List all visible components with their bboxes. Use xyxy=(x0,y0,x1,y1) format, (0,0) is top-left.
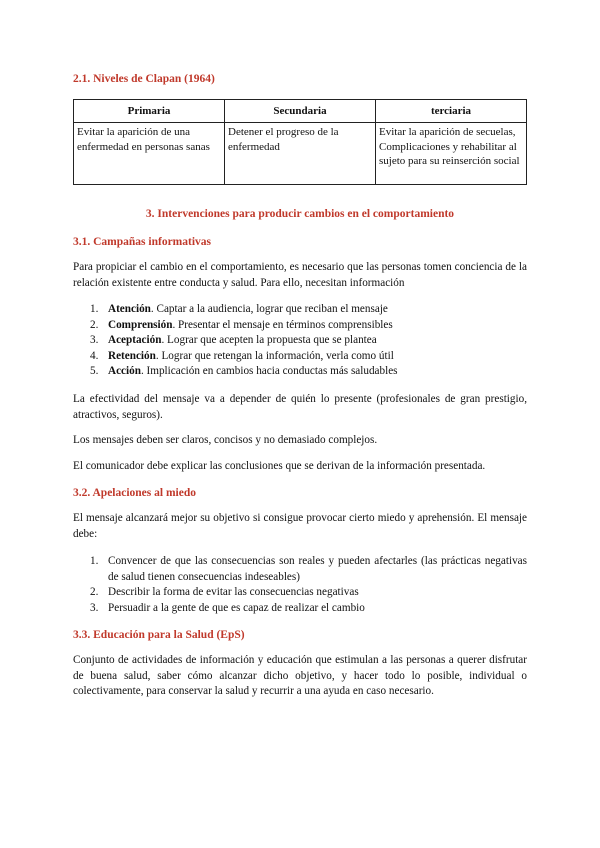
section-3-1-paragraph-3: El comunicador debe explicar las conclusiones que se derivan de la información presentada. xyxy=(73,460,486,472)
list-item: 2. Describir la forma de evitar las consecuencias negativas xyxy=(90,586,359,598)
section-3-2-intro: El mensaje alcanzará mejor su objetivo si consigue provocar cierto miedo y aprehensión. El mensaje debe: xyxy=(73,512,527,540)
table-cell-secundaria: Detener el progreso de la enfermedad xyxy=(225,123,376,185)
table-header-secundaria: Secundaria xyxy=(225,100,376,123)
list-item: 3. Persuadir a la gente de que es capaz de realizar el cambio xyxy=(90,601,365,614)
table-cell-terciaria: Evitar la aparición de secuelas, Complicaciones y rehabilitar al sujeto para su reinserción social xyxy=(376,123,527,185)
miedo-list xyxy=(73,554,527,616)
list-item: 5. Acción. Implicación en cambios hacia conductas más saludables xyxy=(90,365,398,377)
section-3-3-paragraph: Conjunto de actividades de información y educación que estimulan a las personas a querer disfrutar de buena salud, saber cómo alcanzar dicho objetivo, y hacer todo lo posible, individual o colectivamente, para conservar la salud y recurrir a una ayuda en caso necesario. xyxy=(73,654,527,697)
table-cell-primaria: Evitar la aparición de una enfermedad en personas sanas xyxy=(74,123,225,185)
section-3-1-paragraph-2: Los mensajes deben ser claros, concisos y no demasiado complejos. xyxy=(73,434,378,446)
list-item: 1. Atención. Captar a la audiencia, lograr que reciban el mensaje xyxy=(90,303,388,315)
section-3-1-paragraph-1: La efectividad del mensaje va a depender de quién lo presente (profesionales de gran prestigio, atractivos, seguros). xyxy=(73,393,527,421)
table-header-row xyxy=(74,100,527,123)
list-item: 1. Convencer de que las consecuencias son reales y pueden afectarles (las prácticas negativas de salud tienen consecuencias indeseables) xyxy=(90,555,527,583)
niveles-table xyxy=(73,99,527,185)
section-3-title: 3. Intervenciones para producir cambios en el comportamiento xyxy=(145,208,455,220)
table-row xyxy=(74,123,527,185)
list-item: 2. Comprensión. Presentar el mensaje en términos comprensibles xyxy=(90,318,393,331)
section-2-1-title: 2.1. Niveles de Clapan (1964) xyxy=(73,73,215,85)
section-3-1-intro: Para propiciar el cambio en el comportamiento, es necesario que las personas tomen conciencia de la relación existente entre conducta y salud. Para ello, necesitan información xyxy=(73,261,527,289)
section-3-2-title: 3.2. Apelaciones al miedo xyxy=(73,487,196,499)
section-3-3-title: 3.3. Educación para la Salud (EpS) xyxy=(73,629,245,641)
list-item: 3. Aceptación. Lograr que acepten la propuesta que se plantea xyxy=(90,334,377,346)
table-header-terciaria: terciaria xyxy=(376,100,527,123)
section-3-1-title: 3.1. Campañas informativas xyxy=(73,236,212,248)
campanas-list xyxy=(73,302,527,380)
list-item: 4. Retención. Lograr que retengan la información, verla como útil xyxy=(90,349,394,362)
table-header-primaria: Primaria xyxy=(74,100,225,123)
